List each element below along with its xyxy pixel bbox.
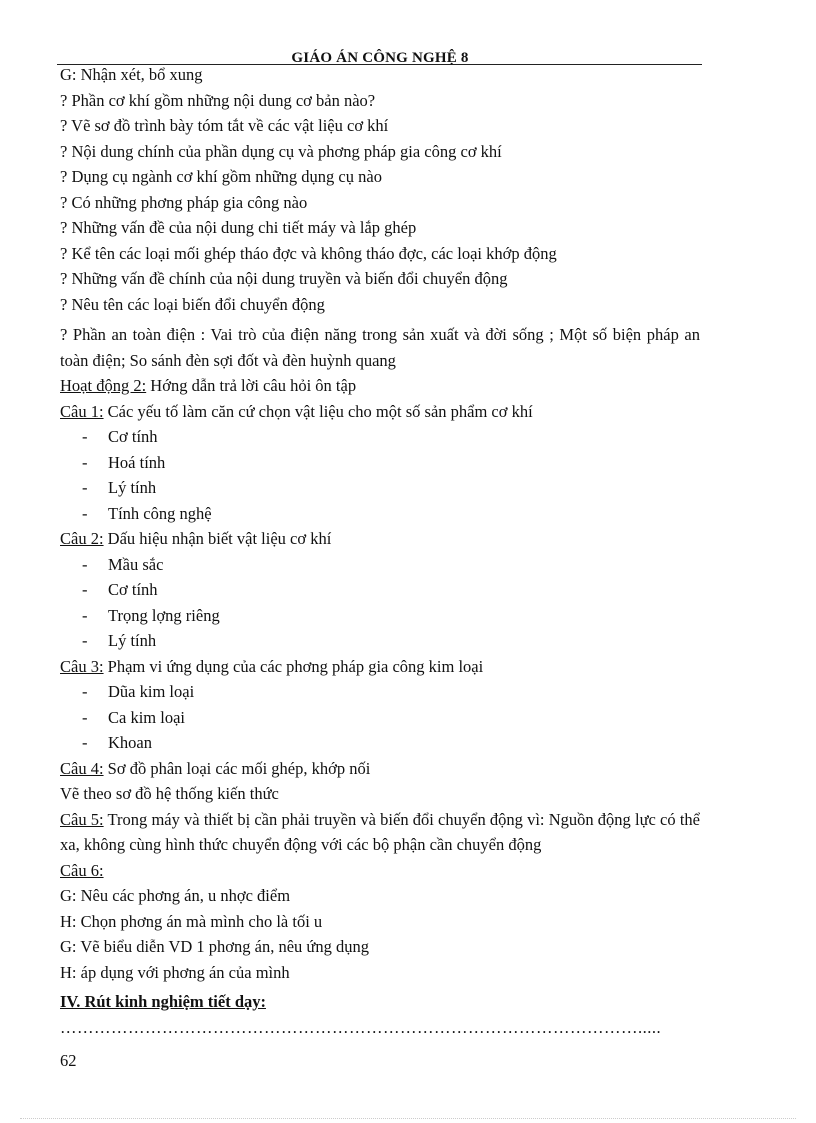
question-5-label: Câu 5: (60, 809, 104, 829)
review-line: ? Nêu tên các loại biến đổi chuyển động (60, 294, 325, 314)
question-2-label: Câu 2: (60, 529, 104, 548)
question-6-line: H: Chọn phơng án mà mình cho là tối u (60, 911, 323, 931)
list-item: - Tính công nghệ (82, 503, 212, 523)
question-4-label: Câu 4: (60, 758, 104, 778)
list-item: - Trọng lợng riêng (82, 605, 220, 625)
document-header-title: GIÁO ÁN CÔNG NGHỆ 8 (291, 50, 469, 66)
dotted-fill-line: …………………………………………………………………………………………..... (60, 1017, 662, 1037)
question-6-label: Câu 6: (60, 860, 104, 880)
safety-paragraph: ? Phần an toàn điện : Vai trò của điện năng trong sản xuất và đời sống ; Một số biện pháp an toàn điện; So sánh đèn sợi đốt và đèn huỳnh quang (60, 325, 700, 370)
list-item: - Lý tính (82, 631, 157, 650)
review-line: ? Dụng cụ ngành cơ khí gồm những dụng cụ nào (60, 167, 382, 186)
list-item: - Hoá tính (82, 452, 166, 472)
list-item: - Dũa kim loại (82, 682, 195, 701)
question-4 (60, 756, 700, 782)
question-6-line: G: Vẽ biểu diễn VD 1 phơng án, nêu ứng dụng (60, 937, 369, 956)
question-1-text: Các yếu tố làm căn cứ chọn vật liệu cho một số sản phẩm cơ khí (103, 401, 533, 421)
list-item: - Cơ tính (82, 580, 158, 599)
question-6-line: H: áp dụng với phơng án của mình (60, 962, 290, 982)
question-2-text: Dấu hiệu nhận biết vật liệu cơ khí (103, 529, 332, 548)
list-item: - Cơ tính (82, 427, 158, 446)
question-3 (60, 654, 700, 680)
list-item: - Khoan (82, 733, 152, 752)
question-6 (60, 858, 700, 884)
review-line: ? Kể tên các loại mối ghép tháo đợc và không tháo đợc, các loại khớp động (60, 243, 557, 263)
question-4-followup: Vẽ theo sơ đồ hệ thống kiến thức (60, 784, 279, 803)
document-body (60, 62, 700, 1074)
question-1 (60, 399, 700, 425)
section-4-heading: IV. Rút kinh nghiệm tiết dạy: (60, 992, 266, 1011)
question-5 (60, 807, 700, 858)
list-item: - Ca kim loại (82, 707, 185, 727)
activity-2-text: Hớng dẫn trả lời câu hỏi ôn tập (146, 376, 357, 395)
question-6-line: G: Nêu các phơng án, u nhợc điểm (60, 886, 291, 905)
review-line: ? Những vấn đề chính của nội dung truyền và biến đổi chuyển động (60, 269, 508, 288)
question-1-label: Câu 1: (60, 401, 104, 421)
page-number: 62 (60, 1051, 77, 1070)
activity-2-label: Hoạt động 2: (60, 376, 147, 395)
footer-dotted-border (20, 1118, 796, 1119)
question-5-text: Trong máy và thiết bị cần phải truyền và biến đổi chuyển động vì: Nguồn động lực có thể xa, không cùng hình thức chuyển động với các bộ phận cần chuyển động (60, 809, 700, 854)
review-line: ? Có những phơng pháp gia công nào (60, 192, 308, 212)
review-line: ? Vẽ sơ đồ trình bày tóm tắt về các vật liệu cơ khí (60, 116, 389, 135)
review-line: G: Nhận xét, bổ xung (60, 65, 203, 84)
question-2 (60, 526, 700, 552)
review-line: ? Những vấn đề của nội dung chi tiết máy và lắp ghép (60, 218, 417, 237)
list-item: - Mầu sắc (82, 554, 164, 574)
review-line: ? Nội dung chính của phần dụng cụ và phơng pháp gia công cơ khí (60, 141, 502, 161)
list-item: - Lý tính (82, 478, 157, 497)
question-4-text: Sơ đồ phân loại các mối ghép, khớp nối (103, 758, 371, 778)
question-3-text: Phạm vi ứng dụng của các phơng pháp gia công kim loại (103, 656, 484, 676)
question-3-label: Câu 3: (60, 656, 104, 676)
activity-2-line (60, 373, 700, 399)
review-line: ? Phần cơ khí gồm những nội dung cơ bản nào? (60, 90, 376, 110)
